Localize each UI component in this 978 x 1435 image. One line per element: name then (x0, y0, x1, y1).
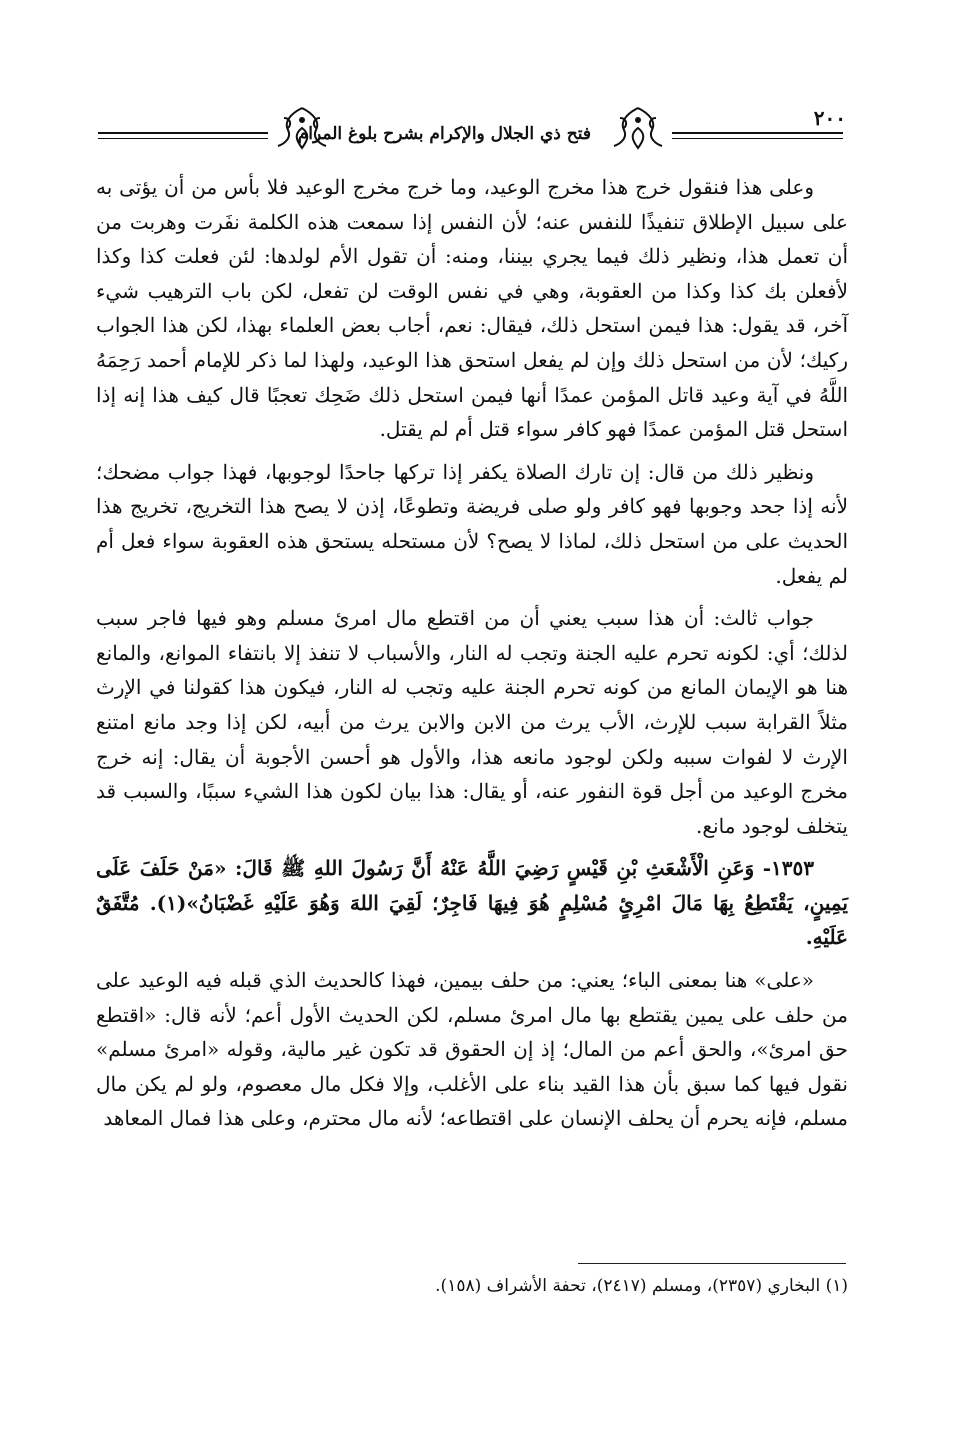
book-title: فتح ذي الجلال والإكرام بشرح بلوغ المرام (297, 124, 591, 144)
header-rule-left (98, 132, 268, 134)
paragraph: جواب ثالث: أن هذا سبب يعني أن من اقتطع مال امرئ مسلم وهو فيها فاجر سبب لذلك؛ أي: لكونه تحرم عليه الجنة وتجب له النار، والأسباب لا تنفذ إلا بانتفاء الموانع، والمانع هنا هو الإيمان المانع من كونه تحرم الجنة عليه وتجب له النار، فيكون هذا كقولنا في الإرث مثلاً القرابة سبب للإرث، الأب يرث من الابن والابن يرث من أبيه، لكن إذا وجد مانع امتنع الإرث لا لفوات سببه ولكن لوجود مانعه هذا، والأول هو أحسن الأجوبة أن يقال: إنه خرج مخرج الوعيد من أجل قوة النفور عنه، أو يقال: هذا بيان لكون هذا الشيء سببًا، والسبب قد يتخلف لوجود مانع. (96, 606, 848, 838)
ornament-right-icon (610, 104, 666, 152)
footnote-rule (578, 1263, 846, 1264)
paragraph: ونظير ذلك من قال: إن تارك الصلاة يكفر إذا تركها جاحدًا لوجوبها، فهذا جواب مضحك؛ لأنه إذا جحد وجوبها فهو كافر ولو صلى فريضة وتطوعًا، إذن لا يصح هذا التخريج، تخريج هذا الحديث على من استحل ذلك، لماذا لا يصح؟ لأن مستحله يستحق هذه العقوبة سواء فعل أم لم يفعل. (96, 459, 848, 588)
header-rule-right-thin (672, 138, 843, 139)
header-rule-left-thin (98, 138, 268, 139)
page-header (98, 100, 846, 166)
paragraph: وعلى هذا فنقول خرج هذا مخرج الوعيد، وما خرج مخرج الوعيد فلا بأس من أن يؤتى به على سبيل الإطلاق تنفيذًا للنفس عنه؛ لأن النفس إذا سمعت هذه الكلمة نفَرت وهربت من أن تعمل هذا، ونظير ذلك فيما يجري بيننا، ومنه: أن تقول الأم لولدها: لئن فعلت كذا وكذا لأفعلن بك كذا وكذا من العقوبة، وهي في نفس الوقت لن تفعل، لكن باب الترهيب شيء آخر، قد يقول: هذا فيمن استحل ذلك، فيقال: نعم، أجاب بعض العلماء بهذا، لكن هذا الجواب ركيك؛ لأن من استحل ذلك وإن لم يفعل استحق هذا الوعيد، ولهذا لما ذكر للإمام أحمد رَحِمَهُ اللَّهُ في آية وعيد قاتل المؤمن عمدًا أنها فيمن استحل ذلك ضَحِك تعجبًا قال كيف هذا إنه إذا استحل قتل المؤمن عمدًا فهو كافر سواء قتل أم لم يقتل. (96, 175, 848, 442)
hadith-paragraph: ١٣٥٣- وَعَنِ الْأَشْعَثِ بْنِ قَيْسٍ رَضِيَ اللَّهُ عَنْهُ أَنَّ رَسُولَ اللهِ ﷺ قَالَ: «مَنْ حَلَفَ عَلَى يَمِينٍ، يَقْتَطِعُ بِهَا مَالَ امْرِئٍ مُسْلِمٍ هُوَ فِيهَا فَاجِرٌ؛ لَقِيَ اللهَ وَهُوَ عَلَيْهِ غَضْبَانُ»(١). مُتَّفَقٌ عَلَيْهِ. (96, 856, 849, 950)
main-text (96, 170, 848, 1136)
page-number: ٢٠٠ (813, 106, 846, 130)
footnote: (١) البخاري (٢٣٥٧)، ومسلم (٢٤١٧)، تحفة الأشراف (١٥٨). (435, 1276, 848, 1296)
header-rule-right (672, 132, 843, 134)
paragraph: «على» هنا بمعنى الباء؛ يعني: من حلف بيمين، فهذا كالحديث الذي قبله فيه الوعيد على من حلف على يمين يقتطع بها مال امرئ مسلم، لكن الحديث الأول أعم؛ لأنه قال: «اقتطع حق امرئ»، والحق أعم من المال؛ إذ إن الحقوق قد تكون غير مالية، وقوله «امرئ مسلم» نقول فيها كما سبق بأن هذا القيد بناء على الأغلب، وإلا فكل مال معصوم، ولو لم يكن مال مسلم، فإنه يحرم أن يحلف الإنسان على اقتطاعه؛ لأنه مال محترم، وعلى هذا فمال المعاهد (96, 968, 848, 1131)
